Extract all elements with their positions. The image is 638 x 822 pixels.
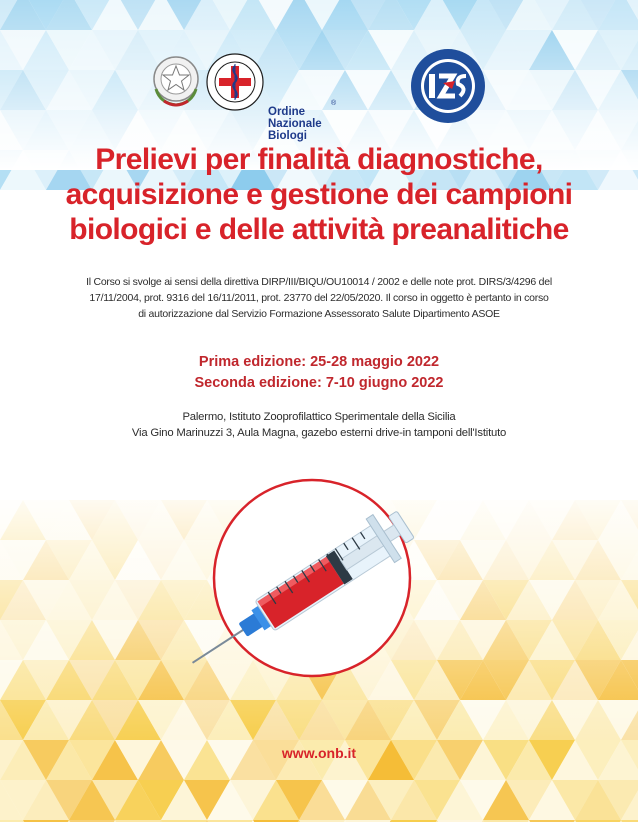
italian-republic-emblem-icon: [150, 53, 202, 111]
logo-bar: [0, 48, 638, 142]
title-line-1: Prelievi per finalità diagnostiche,: [95, 143, 543, 176]
second-edition: Seconda edizione: 7-10 giugno 2022: [194, 375, 444, 391]
description-line-3: di autorizzazione dal Servizio Formazione Assessorato Salute Dipartimento ASOE: [138, 308, 500, 320]
description-line-1: Il Corso si svolge ai sensi della direttiva DIRP/III/BIQU/OU10014 / 2002 e delle note prot. DIRS/3/4296 del: [86, 276, 552, 288]
izs-sicilia-seal-icon: [410, 48, 486, 124]
website-link[interactable]: www.onb.it: [281, 745, 357, 761]
course-description: [60, 274, 578, 322]
venue-line-2: Via Gino Marinuzzi 3, Aula Magna, gazebo esterni drive-in tamponi dell'Istituto: [131, 427, 507, 439]
venue-line-1: Palermo, Istituto Zooprofilattico Sperimentale della Sicilia: [182, 411, 456, 423]
first-edition: Prima edizione: 25-28 maggio 2022: [198, 354, 440, 370]
description-line-2: 17/11/2004, prot. 9316 del 16/11/2011, prot. 23770 del 22/05/2020. Il corso in oggetto è pertanto in corso: [89, 292, 549, 304]
onb-line-2: Nazionale: [268, 118, 322, 130]
syringe-illustration: [190, 470, 450, 700]
edition-dates: [60, 352, 578, 394]
title-line-2: acquisizione e gestione dei campioni: [65, 178, 573, 211]
onb-line-3: Biologi: [268, 130, 307, 142]
onb-wordmark: [268, 106, 322, 142]
venue-address: [60, 409, 578, 441]
onb-line-1: Ordine: [268, 106, 306, 118]
page-title: [40, 142, 598, 247]
onb-seal-icon: [205, 52, 265, 112]
title-line-3: biologici e delle attività preanalitiche: [69, 213, 569, 246]
registered-mark: ®: [331, 100, 337, 107]
